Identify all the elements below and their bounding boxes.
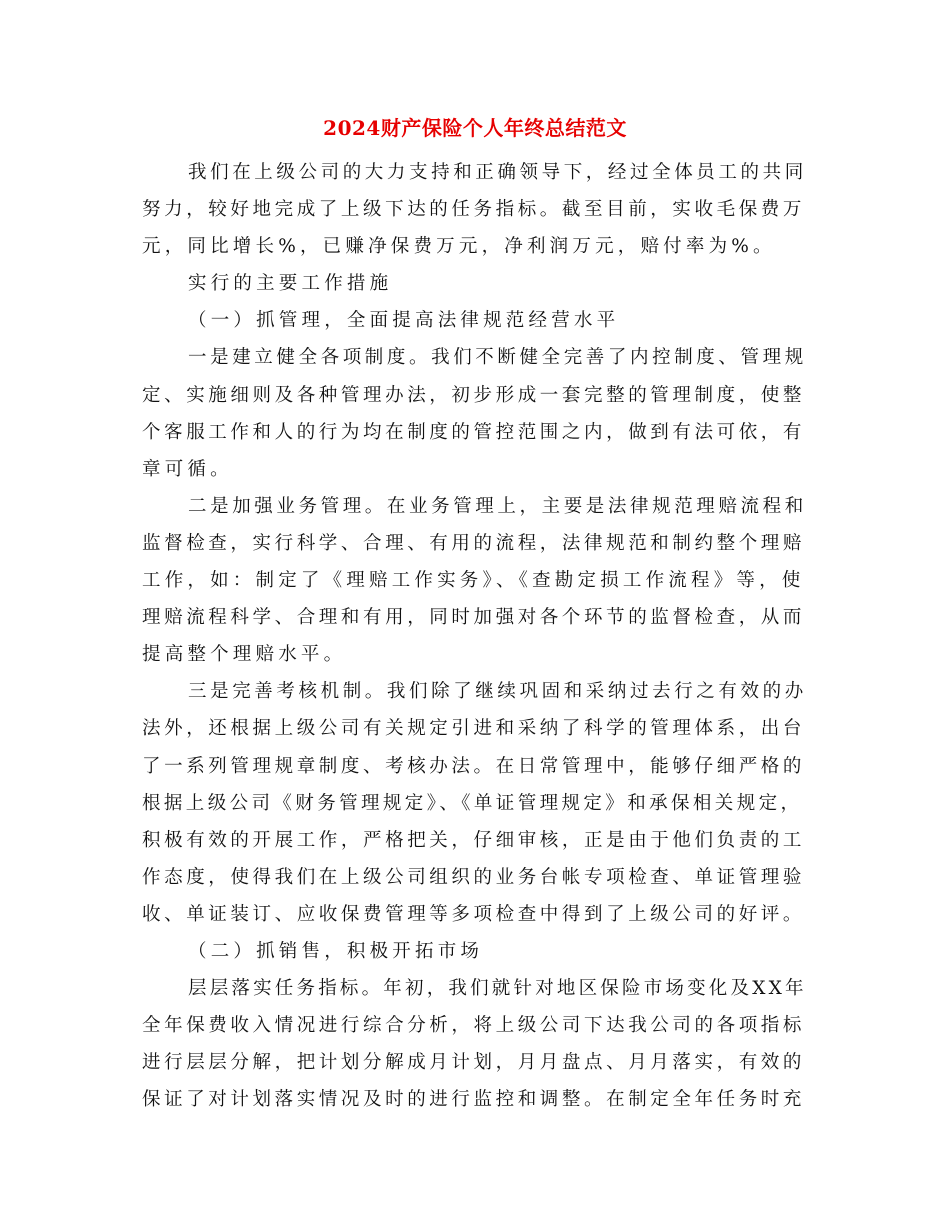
text-line: 监督检查，实行科学、合理、有用的流程，法律规范和制约整个理赔: [142, 532, 806, 554]
text-line: 理赔流程科学、合理和有用，同时加强对各个环节的监督检查，从而: [142, 607, 806, 629]
text-line: （一）抓管理，全面提高法律规范经营水平: [188, 310, 620, 332]
text-line: 实行的主要工作措施: [188, 273, 393, 295]
text-line: 元，同比增长%，已赚净保费万元，净利润万元，赔付率为%。: [142, 236, 776, 258]
text-line: 全年保费收入情况进行综合分析，将上级公司下达我公司的各项指标: [142, 1015, 806, 1037]
text-line: 积极有效的开展工作，严格把关，仔细审核，正是由于他们负责的工: [142, 829, 806, 851]
text-line: 一是建立健全各项制度。我们不断健全完善了内控制度、管理规: [188, 347, 807, 369]
text-line: 根据上级公司《财务管理规定》、《单证管理规定》和承保相关规定，: [142, 792, 803, 814]
text-line: 提高整个理赔水平。: [142, 644, 347, 666]
text-line: 努力，较好地完成了上级下达的任务指标。截至目前，实收毛保费万: [142, 199, 806, 221]
text-line: 二是加强业务管理。在业务管理上，主要是法律规范理赔流程和: [188, 495, 807, 517]
text-line: 个客服工作和人的行为均在制度的管控范围之内，做到有法可依，有: [142, 421, 806, 443]
text-line: 三是完善考核机制。我们除了继续巩固和采纳过去行之有效的办: [188, 681, 807, 703]
text-line: 我们在上级公司的大力支持和正确领导下，经过全体员工的共同: [188, 162, 807, 183]
text-line: 工作，如：制定了《理赔工作实务》、《查勘定损工作流程》等，使: [142, 570, 805, 592]
text-line: 章可循。: [142, 458, 233, 480]
text-line: 进行层层分解，把计划分解成月计划，月月盘点、月月落实，有效的: [142, 1052, 806, 1074]
text-line: 定、实施细则及各种管理办法，初步形成一套完整的管理制度，使整: [142, 384, 806, 406]
document-body: [142, 154, 808, 1118]
text-line: 层层落实任务指标。年初，我们就针对地区保险市场变化及XX年: [188, 978, 807, 1000]
text-line: （二）抓销售，积极开拓市场: [188, 940, 484, 962]
text-line: 法外，还根据上级公司有关规定引进和采纳了科学的管理体系，出台: [142, 718, 806, 740]
text-line: 了一系列管理规章制度、考核办法。在日常管理中，能够仔细严格的: [142, 755, 806, 777]
text-line: 收、单证装订、应收保费管理等多项检查中得到了上级公司的好评。: [142, 903, 806, 925]
text-line: 作态度，使得我们在上级公司组织的业务台帐专项检查、单证管理验: [142, 866, 806, 888]
document-title: 2024财产保险个人年终总结范文: [323, 116, 627, 140]
text-line: 保证了对计划落实情况及时的进行监控和调整。在制定全年任务时充: [142, 1089, 806, 1111]
